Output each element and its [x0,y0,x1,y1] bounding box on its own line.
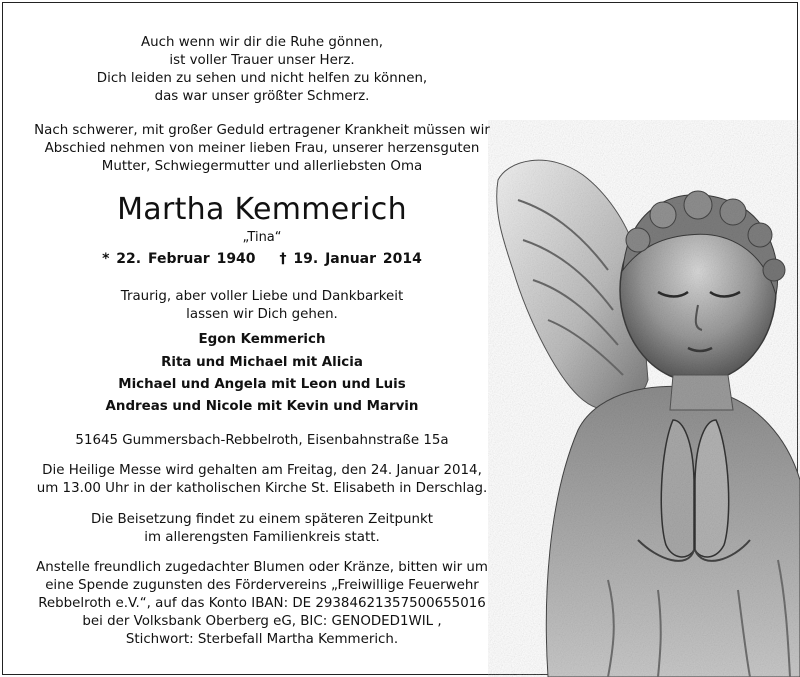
poem-line: das war unser größter Schmerz. [154,89,370,104]
intro-line: Abschied nehmen von meiner lieben Frau, unserer herzensguten [44,141,480,156]
family-member: Andreas und Nicole mit Kevin und Marvin [105,399,419,414]
poem-line: Auch wenn wir dir die Ruhe gönnen, [140,35,384,50]
intro-line: Mutter, Schwiegermutter und allerliebsten Oma [101,159,423,174]
donation-line: Rebbelroth e.V.“, auf das Konto IBAN: DE 2938462135750065501​6 [38,596,486,611]
donation-line: Stichwort: Sterbefall Martha Kemmerich. [125,632,399,647]
mass-info-line: um 13.00 Uhr in der katholischen Kirche St. Elisabeth in Derschlag. [36,481,488,496]
donation-line: eine Spende zugunsten des Fördervereins „Freiwillige Feuerwehr [45,578,479,593]
donation-line: Anstelle freundlich zugedachter Blumen oder Kränze, bitten wir um [36,560,488,575]
angel-statue-image [488,120,800,677]
mourning-line: Traurig, aber voller Liebe und Dankbarkeit [120,289,404,304]
donation-line: bei der Volksbank Oberberg eG, BIC: GENODED1WIL , [82,614,442,629]
mourning-address: 51645 Gummersbach-Rebbelroth, Eisenbahnstraße 15a [75,433,449,448]
deceased-nickname: „Tina“ [242,230,282,245]
death-date: † 19. Januar 2014 [279,251,422,267]
intro-line: Nach schwerer, mit großer Geduld ertragener Krankheit müssen wir [34,123,490,138]
family-member: Rita und Michael mit Alicia [161,355,363,370]
birth-date: * 22. Februar 1940 [102,251,256,267]
mass-info-line: Die Heilige Messe wird gehalten am Freitag, den 24. Januar 2014, [42,463,482,478]
mourning-line: lassen wir Dich gehen. [186,307,338,322]
poem-line: Dich leiden zu sehen und nicht helfen zu können, [96,71,428,86]
life-dates [14,250,510,268]
family-member: Egon Kemmerich [198,332,326,347]
burial-info-line: Die Beisetzung findet zu einem späteren Zeitpunkt [90,512,434,527]
poem-line: ist voller Trauer unser Herz. [169,53,355,68]
burial-info-line: im allerengsten Familienkreis statt. [144,530,380,545]
family-member: Michael und Angela mit Leon und Luis [118,377,406,392]
deceased-name: Martha Kemmerich [117,192,407,227]
